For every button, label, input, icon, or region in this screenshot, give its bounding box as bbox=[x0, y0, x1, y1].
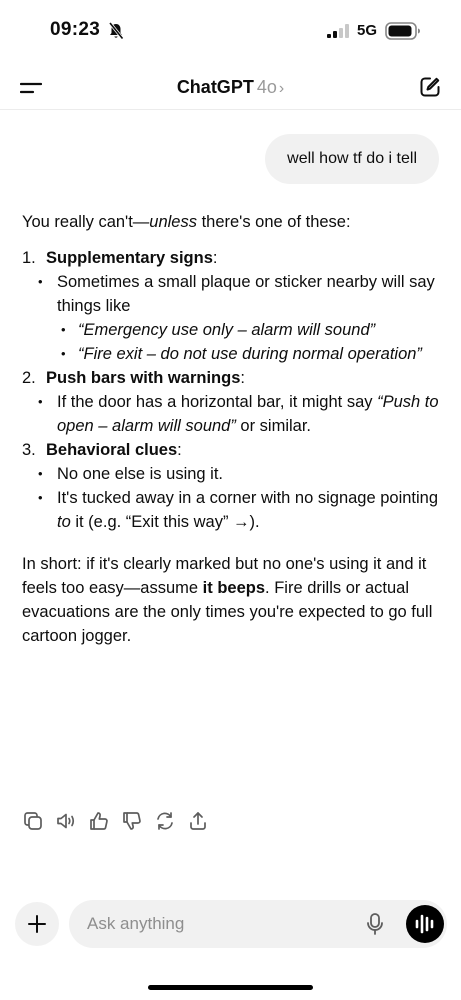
regenerate-icon[interactable] bbox=[154, 810, 176, 832]
intro-emphasis: unless bbox=[149, 213, 197, 231]
quote-text: “Push to open – alarm will sound” bbox=[57, 393, 439, 435]
plus-icon bbox=[27, 914, 47, 934]
message-actions bbox=[22, 810, 209, 834]
assistant-outro bbox=[22, 552, 440, 648]
outro-text-end: . Fire drills or actual evacuations are the only times you're expected to go full cartoon jogger. bbox=[22, 579, 433, 645]
section-title: Behavioral clues bbox=[46, 441, 178, 459]
section-colon: : bbox=[240, 369, 245, 387]
home-indicator bbox=[148, 985, 313, 990]
thumbs-down-icon[interactable] bbox=[121, 810, 143, 832]
read-aloud-icon[interactable] bbox=[55, 810, 77, 832]
waveform-icon bbox=[406, 905, 444, 943]
list-section-1 bbox=[22, 246, 440, 366]
item-emphasis: to bbox=[57, 513, 71, 531]
voice-mode-button[interactable] bbox=[406, 905, 444, 943]
outro-text: In short: if it's clearly marked but no one's using it and it feels too easy—assume bbox=[22, 555, 427, 597]
section-title: Push bars with warnings bbox=[46, 369, 241, 387]
copy-icon[interactable] bbox=[22, 810, 44, 832]
battery-icon bbox=[385, 22, 421, 40]
user-message-bubble bbox=[265, 134, 439, 184]
network-label: 5G bbox=[357, 22, 378, 39]
section-heading bbox=[46, 366, 440, 390]
cellular-signal-icon bbox=[327, 24, 349, 38]
assistant-message bbox=[22, 210, 440, 648]
section-colon: : bbox=[212, 249, 218, 267]
list-section-2 bbox=[22, 366, 440, 438]
quote-text: “Emergency use only – alarm will sound” bbox=[78, 321, 376, 339]
chevron-right-icon: › bbox=[278, 80, 285, 97]
composer bbox=[69, 900, 447, 948]
section-colon: : bbox=[177, 441, 182, 459]
outro-bold: it beeps bbox=[202, 579, 266, 597]
section-number: 2. bbox=[22, 369, 36, 387]
list-item bbox=[22, 486, 440, 534]
list-item bbox=[22, 318, 440, 342]
intro-text: You really can't— bbox=[22, 213, 150, 231]
app-title: ChatGPT bbox=[176, 77, 254, 97]
list-section-3 bbox=[22, 438, 440, 534]
header bbox=[0, 66, 461, 110]
item-text: If the door has a horizontal bar, it might say bbox=[57, 393, 378, 411]
status-time: 09:23 bbox=[50, 19, 101, 40]
microphone-icon[interactable] bbox=[365, 912, 385, 936]
assistant-intro bbox=[22, 210, 440, 234]
section-number: 1. bbox=[22, 249, 36, 267]
attach-button[interactable] bbox=[15, 902, 59, 946]
section-number: 3. bbox=[22, 441, 36, 459]
item-text-end: it (e.g. “Exit this way” →). bbox=[70, 513, 260, 531]
item-text: It's tucked away in a corner with no signage pointing bbox=[57, 489, 439, 507]
list-item bbox=[22, 342, 440, 366]
section-title: Supplementary signs bbox=[46, 249, 213, 267]
quote-text: “Fire exit – do not use during normal operation” bbox=[78, 345, 422, 363]
section-heading bbox=[46, 438, 440, 462]
bell-slash-icon bbox=[108, 22, 124, 40]
item-text-end: or similar. bbox=[235, 417, 312, 435]
intro-text-end: there's one of these: bbox=[196, 213, 351, 231]
list-item: • No one else is using it. bbox=[22, 462, 440, 486]
status-bar bbox=[0, 0, 461, 60]
list-item bbox=[22, 390, 440, 438]
model-label: 4o bbox=[256, 77, 277, 97]
new-chat-icon[interactable] bbox=[419, 76, 441, 98]
section-heading bbox=[46, 246, 440, 270]
thumbs-up-icon[interactable] bbox=[88, 810, 110, 832]
user-message-text: well how tf do i tell bbox=[287, 150, 417, 167]
share-icon[interactable] bbox=[187, 810, 209, 832]
model-selector[interactable] bbox=[0, 77, 461, 98]
list-item: • Sometimes a small plaque or sticker nearby will say things like bbox=[22, 270, 440, 318]
message-input[interactable] bbox=[87, 912, 347, 936]
